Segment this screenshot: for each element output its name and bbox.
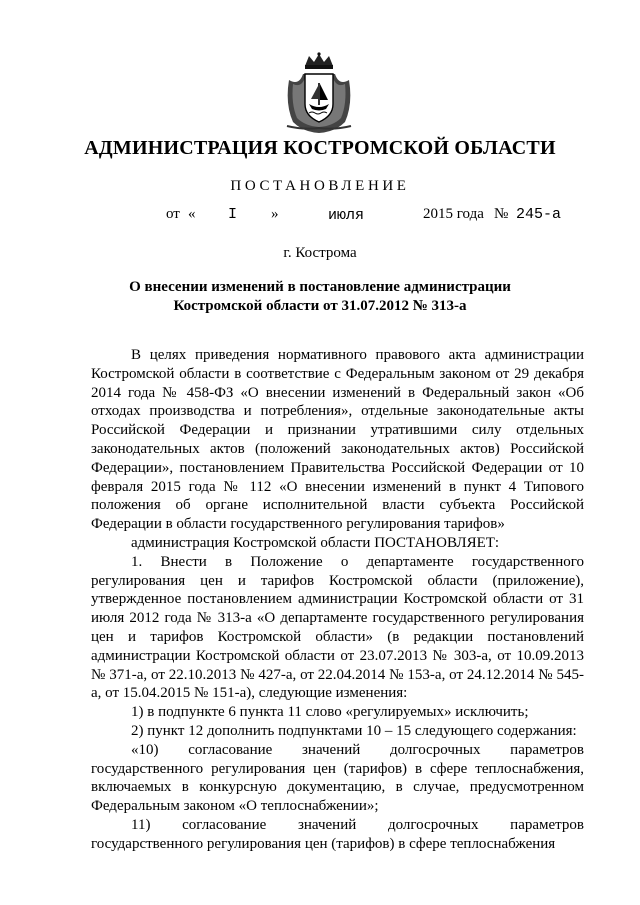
quote-close: »: [271, 206, 279, 222]
date-year: 2015 года: [423, 206, 484, 222]
coat-of-arms-emblem: [283, 52, 355, 134]
title-line-1: О внесении изменений в постановление администрации: [129, 279, 511, 295]
title-line-2: Костромской области от 31.07.2012 № 313-а: [173, 298, 467, 314]
date-day: I: [228, 206, 238, 223]
number-sign: №: [494, 206, 509, 222]
subitem-2-paragraph: 2) пункт 12 дополнить подпунктами 10 – 15 следующего содержания:: [131, 722, 577, 739]
document-number: 245-а: [516, 206, 562, 223]
subitem-1-paragraph: 1) в подпункте 6 пункта 11 слово «регулируемых» исключить;: [131, 704, 529, 721]
city-name: г. Кострома: [283, 245, 357, 261]
document-type: ПОСТАНОВЛЕНИЕ: [230, 178, 410, 194]
document-title: [60, 278, 580, 316]
resolution-line: администрация Костромской области ПОСТАНОВЛЯЕТ:: [131, 534, 500, 551]
item-1-paragraph: 1. Внести в Положение о департаменте государственного регулирования цен и тарифов Костромской области (приложение), утвержденное постановлением администрации Костромской области от 31 июля 2012 года № 313-а «О департаменте государственного регулирования цен и тарифов Костромской области» (в редакции постановлений администрации Костромской области от 23.07.2013 № 303-а, от 10.09.2013 № 371-а, от 22.10.2013 № 427-а, от 22.04.2014 № 153-а, от 24.12.2014 № 545-а, от 15.04.2015 № 151-а), следующие изменения:: [91, 553, 584, 702]
date-number-line: [0, 206, 640, 228]
quote-open: «: [188, 206, 196, 222]
date-prefix: от: [166, 206, 180, 222]
organization-title: АДМИНИСТРАЦИЯ КОСТРОМСКОЙ ОБЛАСТИ: [84, 137, 556, 159]
subitem-11-paragraph: 11) согласование значений долгосрочных параметров государственного регулирования цен (тарифов) в сфере теплоснабжения: [91, 816, 584, 852]
subitem-10-paragraph: «10) согласование значений долгосрочных параметров государственного регулирования цен (тарифов) в сфере теплоснабжения, включаемых в конкурсную документацию, в случае, предусмотренном Федеральным законом «О теплоснабжении»;: [91, 741, 584, 815]
date-month: июля: [328, 207, 365, 224]
preamble-paragraph: В целях приведения нормативного правового акта администрации Костромской области в соответствие с Федеральным законом от 29 декабря 2014 года № 458-ФЗ «О внесении изменений в Федеральный закон «Об отходах производства и потребления», отдельные законодательные акты Российской Федерации и признании утратившими силу отдельных законодательных актов (положений законодательных актов) Российской Федерации», постановлением Правительства Российской Федерации от 10 февраля 2015 года № 112 «О внесении изменений в пункт 4 Типового положения об органе исполнительной власти субъекта Российской Федерации в области государственного регулирования тарифов»: [91, 347, 584, 533]
document-body: [91, 346, 584, 854]
